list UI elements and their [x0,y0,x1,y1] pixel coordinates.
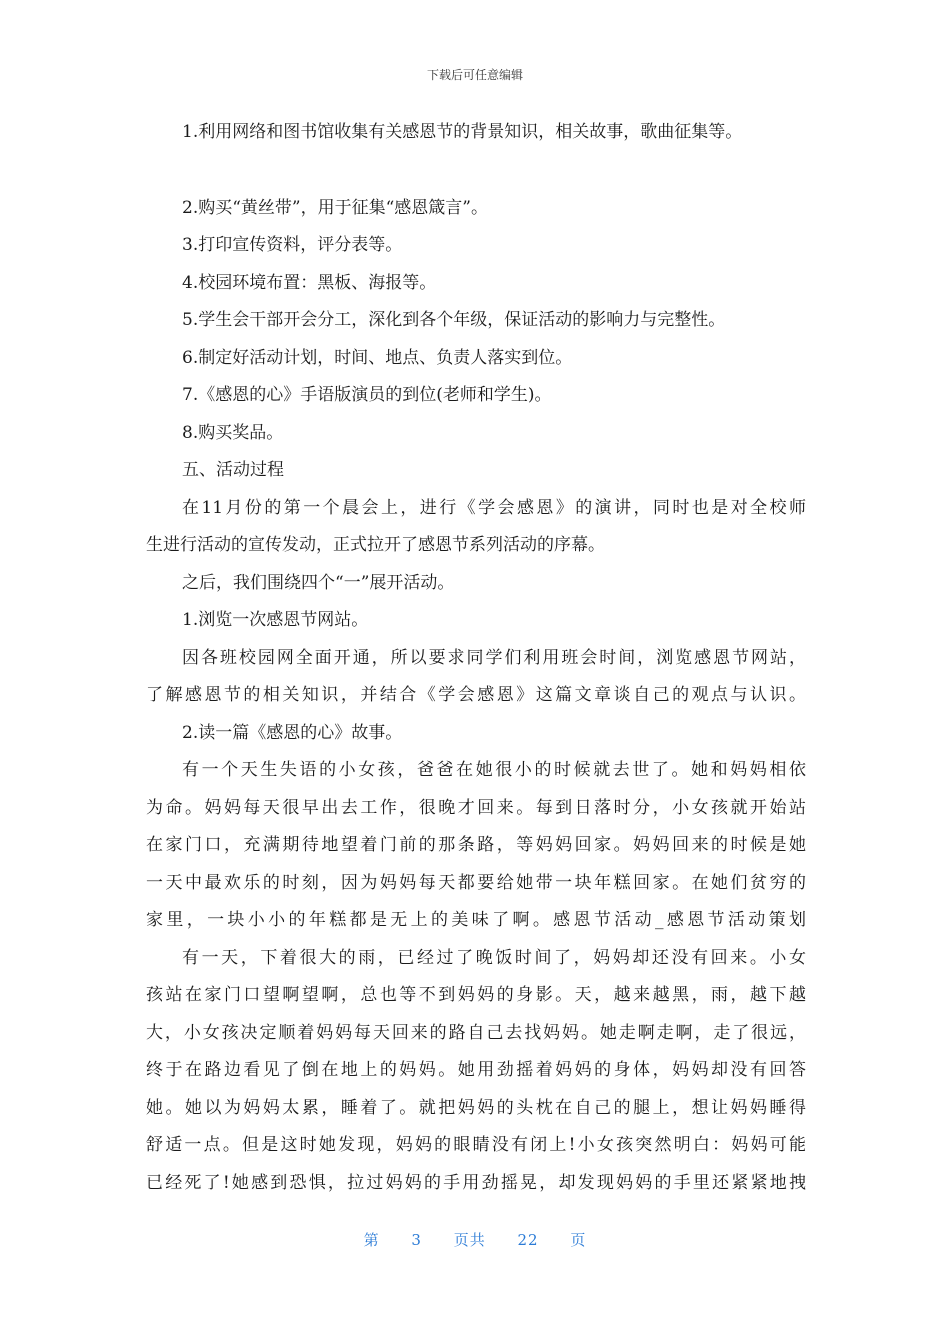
subheading-2: 2.读一篇《感恩的心》故事。 [182,722,403,743]
story-line: 有一天，下着很大的雨，已经过了晚饭时间了，妈妈却还没有回来。小女 [182,947,806,968]
subheading-1: 1.浏览一次感恩节网站。 [182,610,369,630]
story-line: 有一个天生失语的小女孩，爸爸在她很小的时候就去世了。她和妈妈相依 [182,760,806,780]
total-pages-number: 22 [517,1231,539,1249]
footer-prefix: 第 [363,1231,380,1249]
section-heading: 五、活动过程 [182,460,284,480]
paragraph-line: 在11月份的第一个晨会上，进行《学会感恩》的演讲，同时也是对全校师 [182,497,806,518]
story-line: 终于在路边看见了倒在地上的妈妈。她用劲摇着妈妈的身体，妈妈却没有回答 [146,1060,806,1080]
footer-suffix: 页 [570,1231,587,1249]
story-line: 舒适一点。但是这时她发现，妈妈的眼睛没有闭上!小女孩突然明白：妈妈可能 [146,1135,806,1155]
paragraph-line: 生进行活动的宣传发动，正式拉开了感恩节系列活动的序幕。 [146,535,605,555]
story-line: 在家门口，充满期待地望着门前的那条路，等妈妈回家。妈妈回来的时候是她 [146,835,806,855]
footer-middle: 页共 [453,1231,486,1249]
paragraph-gap [146,152,806,190]
story-line: 一天中最欢乐的时刻，因为妈妈每天都要给她带一块年糕回家。在她们贫穷的 [146,872,806,893]
page-footer [0,1229,950,1250]
document-body [146,114,806,1202]
header-note: 下载后可任意编辑 [426,68,523,82]
story-line: 大，小女孩决定顺着妈妈每天回来的路自己去找妈妈。她走啊走啊，走了很远， [146,1022,806,1043]
prep-item-7: 7.《感恩的心》手语版演员的到位(老师和学生)。 [182,385,552,405]
story-line: 为命。妈妈每天很早出去工作，很晚才回来。每到日落时分，小女孩就开始站 [146,797,806,818]
prep-item-1: 1.利用网络和图书馆收集有关感恩节的背景知识，相关故事，歌曲征集等。 [182,122,743,142]
current-page-number: 3 [411,1231,422,1249]
paragraph-line: 因各班校园网全面开通，所以要求同学们利用班会时间，浏览感恩节网站， [182,647,806,668]
prep-item-6: 6.制定好活动计划，时间、地点、负责人落实到位。 [182,347,573,368]
story-line: 孩站在家门口望啊望啊，总也等不到妈妈的身影。天，越来越黑，雨，越下越 [146,985,806,1005]
paragraph-line: 了解感恩节的相关知识，并结合《学会感恩》这篇文章谈自己的观点与认识。 [146,685,806,705]
story-line: 家里，一块小小的年糕都是无上的美味了啊。感恩节活动_感恩节活动策划 [146,910,806,930]
paragraph-line: 之后，我们围绕四个“一”展开活动。 [182,572,455,593]
story-line: 她。她以为妈妈太累，睡着了。就把妈妈的头枕在自己的腿上，想让妈妈睡得 [146,1097,806,1118]
prep-item-3: 3.打印宣传资料，评分表等。 [182,235,403,255]
prep-item-8: 8.购买奖品。 [182,422,284,443]
prep-item-2: 2.购买“黄丝带”，用于征集“感恩箴言”。 [182,197,488,218]
prep-item-4: 4.校园环境布置：黑板、海报等。 [182,272,437,293]
prep-item-5: 5.学生会干部开会分工，深化到各个年级，保证活动的影响力与完整性。 [182,310,726,330]
story-line: 已经死了!她感到恐惧，拉过妈妈的手用劲摇晃，却发现妈妈的手里还紧紧地拽 [146,1172,806,1193]
